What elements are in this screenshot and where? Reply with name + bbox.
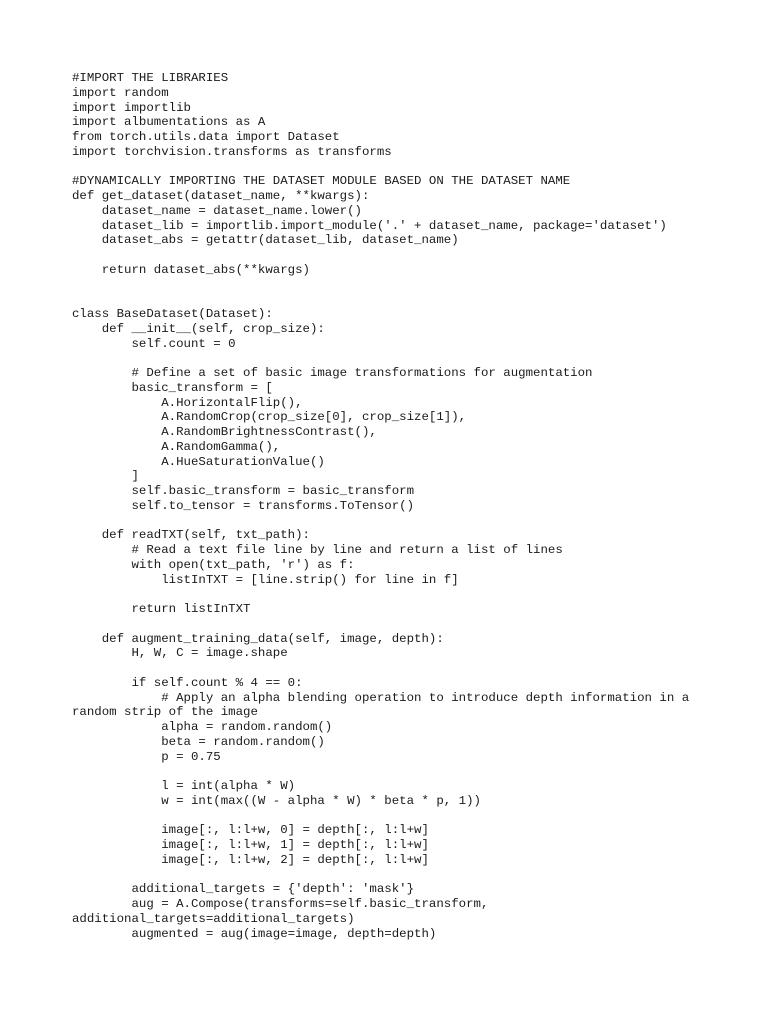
code-line: self.basic_transform = basic_transform (72, 484, 415, 498)
code-line: H, W, C = image.shape (72, 646, 288, 661)
code-line: A.RandomBrightnessContrast(), (72, 425, 377, 439)
code-line: ] (72, 469, 139, 484)
code-line (72, 278, 762, 293)
code-line (72, 617, 762, 632)
code-line (72, 351, 762, 366)
code-line: random strip of the image (72, 705, 258, 720)
code-line: dataset_lib = importlib.import_module('.' + dataset_name, package='dataset') (72, 218, 667, 233)
code-line: def __init__(self, crop_size): (72, 321, 325, 336)
code-line: def augment_training_data(self, image, depth): (72, 631, 444, 646)
code-line: # Read a text file line by line and return a list of lines (72, 543, 563, 557)
code-line: def readTXT(self, txt_path): (72, 528, 310, 543)
code-line (72, 868, 762, 883)
code-line: self.to_tensor = transforms.ToTensor() (72, 498, 415, 513)
code-line: self.count = 0 (72, 336, 236, 351)
code-line (72, 661, 762, 676)
code-line: A.HueSaturationValue() (72, 454, 325, 469)
code-line: import random (72, 85, 169, 100)
code-line: image[:, l:l+w, 2] = depth[:, l:l+w] (72, 852, 429, 867)
code-listing (72, 71, 762, 941)
code-line: def get_dataset(dataset_name, **kwargs): (72, 189, 370, 203)
code-line: image[:, l:l+w, 1] = depth[:, l:l+w] (72, 838, 429, 852)
code-line: basic_transform = [ (72, 380, 273, 395)
code-line: alpha = random.random() (72, 720, 333, 734)
code-line: aug = A.Compose(transforms=self.basic_transform, (72, 897, 489, 911)
code-line: import importlib (72, 100, 191, 115)
code-line: #IMPORT THE LIBRARIES (72, 71, 229, 85)
code-line: import albumentations as A (72, 115, 266, 130)
code-line: A.RandomCrop(crop_size[0], crop_size[1]), (72, 410, 467, 425)
code-line: additional_targets=additional_targets) (72, 911, 355, 926)
code-line: augmented = aug(image=image, depth=depth) (72, 926, 437, 941)
code-line (72, 809, 762, 824)
code-line: # Define a set of basic image transformations for augmentation (72, 366, 593, 380)
code-line: dataset_name = dataset_name.lower() (72, 203, 362, 218)
code-line: # Apply an alpha blending operation to introduce depth information in a (72, 690, 690, 705)
code-line: A.RandomGamma(), (72, 439, 281, 454)
code-line (72, 248, 762, 263)
code-line (72, 587, 762, 602)
code-line: with open(txt_path, 'r') as f: (72, 557, 355, 572)
code-line (72, 514, 762, 529)
code-line: p = 0.75 (72, 749, 221, 764)
code-line: image[:, l:l+w, 0] = depth[:, l:l+w] (72, 823, 429, 838)
code-line: additional_targets = {'depth': 'mask'} (72, 882, 415, 897)
code-line: dataset_abs = getattr(dataset_lib, dataset_name) (72, 233, 459, 248)
code-line: from torch.utils.data import Dataset (72, 130, 340, 144)
code-line: A.HorizontalFlip(), (72, 395, 303, 410)
code-line: class BaseDataset(Dataset): (72, 307, 273, 321)
code-line (72, 292, 762, 307)
code-line: listInTXT = [line.strip() for line in f] (72, 572, 459, 587)
code-line: if self.count % 4 == 0: (72, 675, 303, 690)
code-line: return listInTXT (72, 602, 251, 616)
code-line: beta = random.random() (72, 734, 325, 749)
code-line: return dataset_abs(**kwargs) (72, 262, 310, 277)
code-line (72, 160, 762, 175)
code-line: w = int(max((W - alpha * W) * beta * p, 1)) (72, 793, 481, 808)
code-line (72, 764, 762, 779)
code-line: import torchvision.transforms as transforms (72, 144, 392, 159)
code-line: #DYNAMICALLY IMPORTING THE DATASET MODULE BASED ON THE DATASET NAME (72, 174, 571, 189)
code-line: l = int(alpha * W) (72, 779, 296, 793)
